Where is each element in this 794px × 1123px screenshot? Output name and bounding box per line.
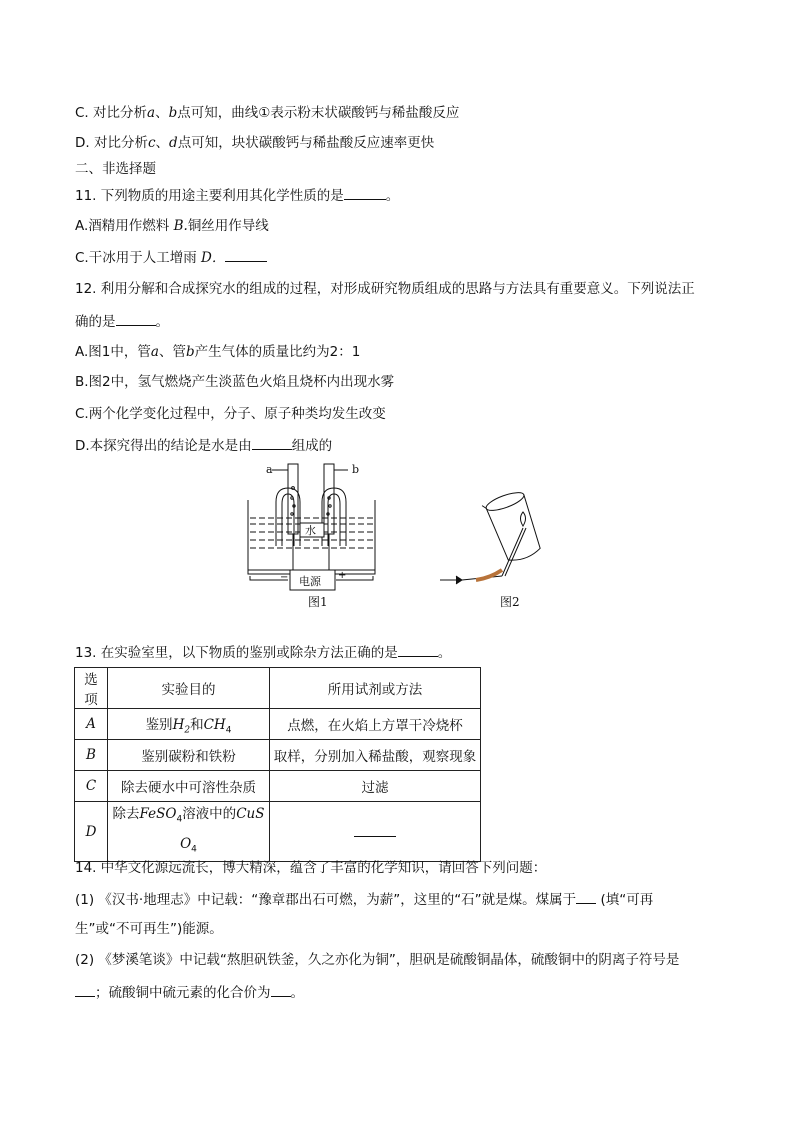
- q12-option-b: B.图2中，氢气燃烧产生淡蓝色火焰且烧杯内出现水雾: [75, 374, 395, 390]
- var-d: d: [169, 135, 178, 151]
- table-row: [75, 771, 481, 802]
- subscript: 4: [225, 725, 232, 736]
- var-c: c: [147, 135, 156, 151]
- hydrogen-combustion-apparatus: [440, 489, 544, 584]
- subscript: 4: [176, 814, 183, 825]
- sep: 、: [155, 105, 169, 121]
- header-option: 选项: [75, 668, 108, 709]
- formula: O: [180, 835, 192, 852]
- option-d-prefix: D. 对比分析: [75, 135, 148, 151]
- formula: CuS: [236, 806, 265, 822]
- q12-a-pre: A.图1中，管: [75, 344, 151, 360]
- row-option: D: [75, 802, 108, 862]
- electrolysis-figures: [240, 458, 560, 613]
- answer-blank[interactable]: [271, 983, 291, 997]
- q12-text: 确的是: [75, 314, 116, 330]
- plus-sign: +: [338, 570, 347, 581]
- row-option: C: [75, 771, 108, 802]
- q11-option-b: 铜丝用作导线: [187, 218, 269, 234]
- q12-a-mid: 、管: [158, 344, 186, 360]
- water-label: 水: [305, 524, 316, 537]
- purpose-text: 和: [190, 716, 204, 733]
- answer-blank[interactable]: [252, 436, 292, 450]
- row-option: A: [75, 709, 108, 740]
- option-c-prefix: C. 对比分析: [75, 105, 148, 121]
- option-c-line: [75, 104, 459, 122]
- header-purpose: 实验目的: [108, 668, 270, 709]
- subscript: 2: [184, 725, 191, 736]
- answer-blank[interactable]: [116, 312, 156, 326]
- q11-options-ab: [75, 217, 269, 235]
- q14-2-end: 。: [290, 985, 304, 1001]
- formula: FeSO: [139, 806, 177, 822]
- var-b: b: [185, 344, 195, 360]
- table-row: [75, 802, 481, 862]
- section-heading: 二、非选择题: [75, 161, 156, 177]
- q11-options-cd: [75, 248, 267, 267]
- purpose-text: 鉴别: [145, 716, 173, 733]
- formula: H: [172, 716, 185, 733]
- row-purpose: [108, 802, 270, 862]
- q11-text: 11. 下列物质的用途主要利用其化学性质的是: [75, 188, 344, 204]
- var-b: b: [168, 105, 178, 121]
- q14-1-text: (1) 《汉书·地理志》中记载：“豫章郡出石可燃，为薪”，这里的“石”就是煤。煤属于: [75, 892, 577, 908]
- row-purpose: 鉴别碳粉和铁粉: [108, 740, 270, 771]
- q14-part1-line1: [75, 890, 653, 909]
- q11-option-b-letter: B.: [173, 218, 188, 234]
- option-c-text: 点可知，曲线①表示粉末状碳酸钙与稀盐酸反应: [177, 105, 460, 121]
- option-d-text: 点可知，块状碳酸钙与稀盐酸反应速率更快: [177, 135, 435, 151]
- experiment-table: [74, 667, 481, 862]
- q12-d-pre: D.本探究得出的结论是水是由: [75, 438, 252, 454]
- minus-sign: −: [280, 572, 289, 583]
- q13-text: 13. 在实验室里，以下物质的鉴别或除杂方法正确的是: [75, 645, 398, 661]
- row-method: 过滤: [270, 771, 481, 802]
- q13-end: 。: [437, 645, 452, 661]
- label-b: b: [352, 463, 360, 476]
- table-row: [75, 740, 481, 771]
- table-header-row: [75, 668, 481, 709]
- option-d-line: [75, 134, 434, 152]
- answer-blank[interactable]: [75, 983, 95, 997]
- q12-d-post: 组成的: [291, 438, 333, 454]
- q12-a-post: 产生气体的质量比约为2：1: [194, 344, 361, 360]
- var-a: a: [150, 344, 159, 360]
- caption-figure-1: 图1: [308, 595, 328, 609]
- table-row: [75, 709, 481, 740]
- q12-option-a: [75, 343, 360, 361]
- q14-1-text-b: (填“可再: [596, 892, 654, 908]
- formula: CH: [203, 716, 226, 733]
- answer-blank[interactable]: [354, 823, 396, 837]
- q11-option-a: A.酒精用作燃料: [75, 218, 174, 234]
- q12-end: 。: [155, 314, 169, 330]
- row-purpose: 除去硬水中可溶性杂质: [108, 771, 270, 802]
- q14-part1-line2: 生”或“不可再生”)能源。: [75, 921, 223, 937]
- power-label: 电源: [299, 575, 321, 588]
- answer-blank[interactable]: [576, 890, 596, 904]
- q14-2-text: ；硫酸铜中硫元素的化合价为: [95, 985, 271, 1001]
- answer-blank[interactable]: [225, 248, 267, 262]
- label-a: a: [266, 463, 273, 476]
- row-method: 点燃，在火焰上方罩干冷烧杯: [270, 709, 481, 740]
- q14-part2-line2: [75, 983, 304, 1002]
- q14-part2-line1: (2) 《梦溪笔谈》中记载“熬胆矾铁釜，久之亦化为铜”，胆矾是硫酸铜晶体，硫酸铜中的阴离子符号是: [75, 952, 680, 968]
- figure-drawing: [240, 458, 560, 613]
- subscript: 4: [191, 844, 197, 855]
- row-method: [270, 802, 481, 862]
- sep: 、: [155, 135, 170, 151]
- q14-stem: 14. 中华文化源远流长，博大精深，蕴含了丰富的化学知识，请回答下列问题：: [75, 860, 547, 876]
- row-purpose: [108, 709, 270, 740]
- rubber-tube: [476, 570, 502, 580]
- header-method: 所用试剂或方法: [270, 668, 481, 709]
- var-a: a: [147, 105, 156, 121]
- purpose-text: 除去: [112, 806, 140, 822]
- row-option: B: [75, 740, 108, 771]
- q12-stem-line1: 12. 利用分解和合成探究水的组成的过程，对形成研究物质组成的思路与方法具有重要意义。下列说法正: [75, 281, 695, 297]
- q11-end: 。: [385, 188, 400, 204]
- q11-option-d-letter: D．: [201, 250, 226, 266]
- q13-stem: [75, 643, 451, 662]
- q12-option-c: C.两个化学变化过程中，分子、原子种类均发生改变: [75, 406, 386, 422]
- q12-option-d: [75, 436, 332, 455]
- answer-blank[interactable]: [398, 643, 438, 657]
- row-method: 取样，分别加入稀盐酸，观察现象: [270, 740, 481, 771]
- answer-blank[interactable]: [344, 186, 386, 200]
- q11-option-c: C.干冰用于人工增雨: [75, 250, 202, 266]
- q12-stem-line2: [75, 312, 169, 331]
- q11-stem: [75, 186, 399, 205]
- caption-figure-2: 图2: [500, 595, 520, 609]
- purpose-text: 溶液中的: [182, 806, 237, 822]
